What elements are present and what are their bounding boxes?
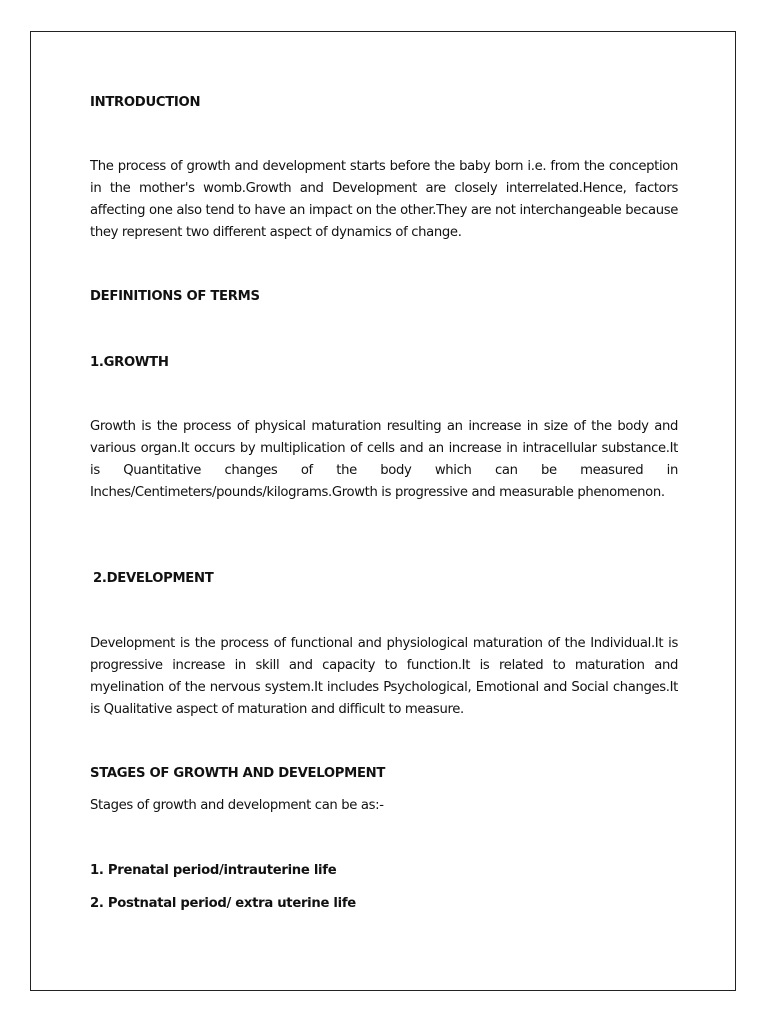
stages-heading: STAGES OF GROWTH AND DEVELOPMENT <box>90 766 386 781</box>
stage-item-postnatal: 2. Postnatal period/ extra uterine life <box>90 896 356 911</box>
introduction-heading: INTRODUCTION <box>90 95 201 110</box>
document-page <box>30 31 736 991</box>
introduction-paragraph: The process of growth and development starts before the baby born i.e. from the conception in the mother's womb.Growth and Development are closely interrelated.Hence, factors affecting one also tend to have an impact on the other.They are not interchangeable because they represent two different aspect of dynamics of change. <box>90 159 678 240</box>
growth-paragraph: Growth is the process of physical maturation resulting an increase in size of the body and various organ.It occurs by multiplication of cells and an increase in intracellular substance.It is Quantitative changes of the body which can be measured in Inches/Centimeters/pounds/kilograms.Growth is progressive and measurable phenomenon. <box>90 419 678 500</box>
growth-heading: 1.GROWTH <box>90 355 169 370</box>
definitions-heading: DEFINITIONS OF TERMS <box>90 289 260 304</box>
development-paragraph: Development is the process of functional and physiological maturation of the Individual.It is progressive increase in skill and capacity to function.It is related to maturation and myelination of the nervous system.It includes Psychological, Emotional and Social changes.It is Qualitative aspect of maturation and difficult to measure. <box>90 636 678 717</box>
stages-intro: Stages of growth and development can be as:- <box>90 798 384 813</box>
development-heading: 2.DEVELOPMENT <box>93 571 214 586</box>
stage-item-prenatal: 1. Prenatal period/intrauterine life <box>90 863 337 878</box>
